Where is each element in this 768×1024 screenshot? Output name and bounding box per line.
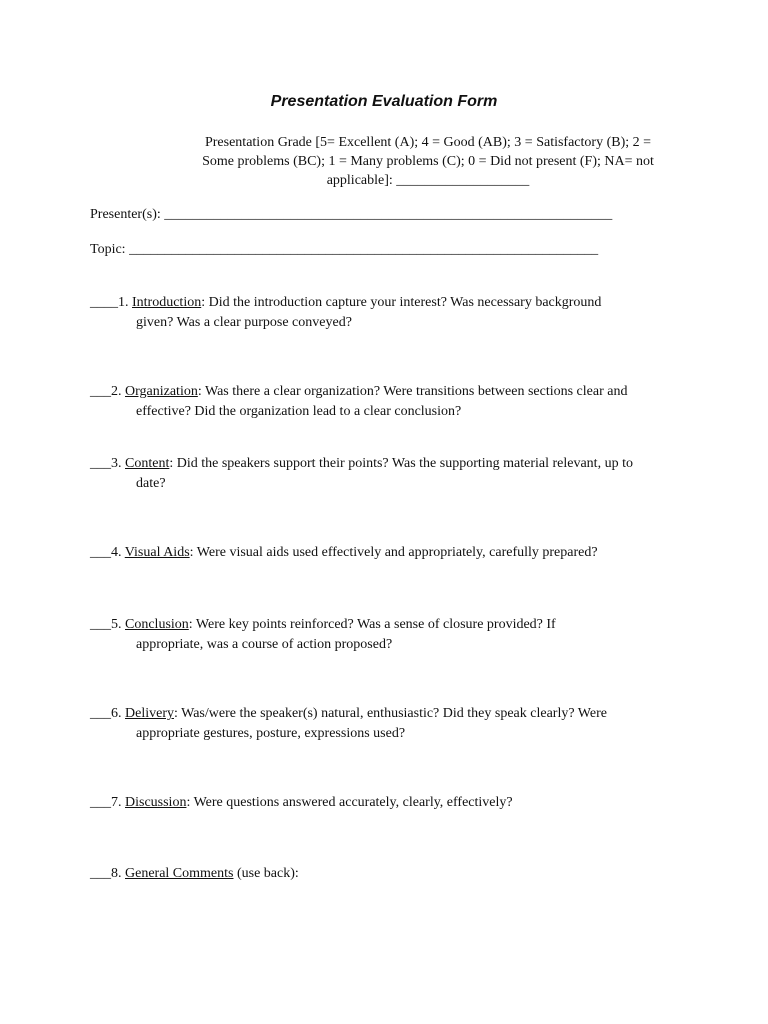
item-prefix: ___4. [90,545,125,560]
item-text: : Was/were the speaker(s) natural, enthusiastic? Did they speak clearly? Were [173,706,607,721]
item-heading: Conclusion [125,617,189,632]
item-prefix: ___2. [90,384,125,399]
item-conclusion [90,615,690,655]
presenter-label: Presenter(s): [90,207,165,222]
item-text-continued: effective? Did the organization lead to a clear conclusion? [136,404,462,419]
presenter-blank: ________________________________________________________________ [164,207,613,222]
item-text: : Were questions answered accurately, clearly, effectively? [186,795,513,810]
grade-instructions [178,133,678,190]
item-text-continued: appropriate gestures, posture, expressions used? [136,726,406,741]
item-prefix: ___5. [90,617,125,632]
item-content [90,454,690,494]
item-text: (use back): [233,866,299,881]
item-heading: Discussion [125,795,187,810]
item-heading: Delivery [125,706,174,721]
item-organization [90,382,690,422]
item-visual-aids [90,543,690,563]
topic-blank: ___________________________________________________________________ [129,242,599,257]
item-prefix: ___8. [90,866,125,881]
item-heading: Organization [125,384,198,399]
item-prefix: ___3. [90,456,125,471]
item-heading: General Comments [125,866,234,881]
item-heading: Visual Aids [124,545,190,560]
grade-line-2: Some problems (BC); 1 = Many problems (C); 0 = Did not present (F); NA= not [202,154,654,169]
item-text: : Did the speakers support their points? Was the supporting material relevant, up to [169,456,633,471]
item-delivery [90,704,690,744]
topic-label: Topic: [90,242,130,257]
item-text: : Were key points reinforced? Was a sense of closure provided? If [188,617,556,632]
item-text-continued: appropriate, was a course of action proposed? [136,637,393,652]
topic-field [90,240,598,259]
item-general-comments [90,864,690,884]
item-prefix: ____1. [90,295,132,310]
grade-line-1: Presentation Grade [5= Excellent (A); 4 = Good (AB); 3 = Satisfactory (B); 2 = [204,135,652,150]
grade-line-3: applicable]: ___________________ [326,173,530,188]
presenter-field [90,205,612,224]
item-text: : Was there a clear organization? Were transitions between sections clear and [197,384,628,399]
item-heading: Content [125,456,170,471]
item-introduction [90,293,690,333]
item-text: : Did the introduction capture your interest? Was necessary background [201,295,602,310]
item-prefix: ___7. [90,795,125,810]
page-title: Presentation Evaluation Form [270,93,498,110]
item-discussion [90,793,690,813]
item-prefix: ___6. [90,706,125,721]
item-heading: Introduction [132,295,202,310]
item-text: : Were visual aids used effectively and appropriately, carefully prepared? [189,545,598,560]
item-text-continued: given? Was a clear purpose conveyed? [136,315,352,330]
item-text-continued: date? [136,476,166,491]
